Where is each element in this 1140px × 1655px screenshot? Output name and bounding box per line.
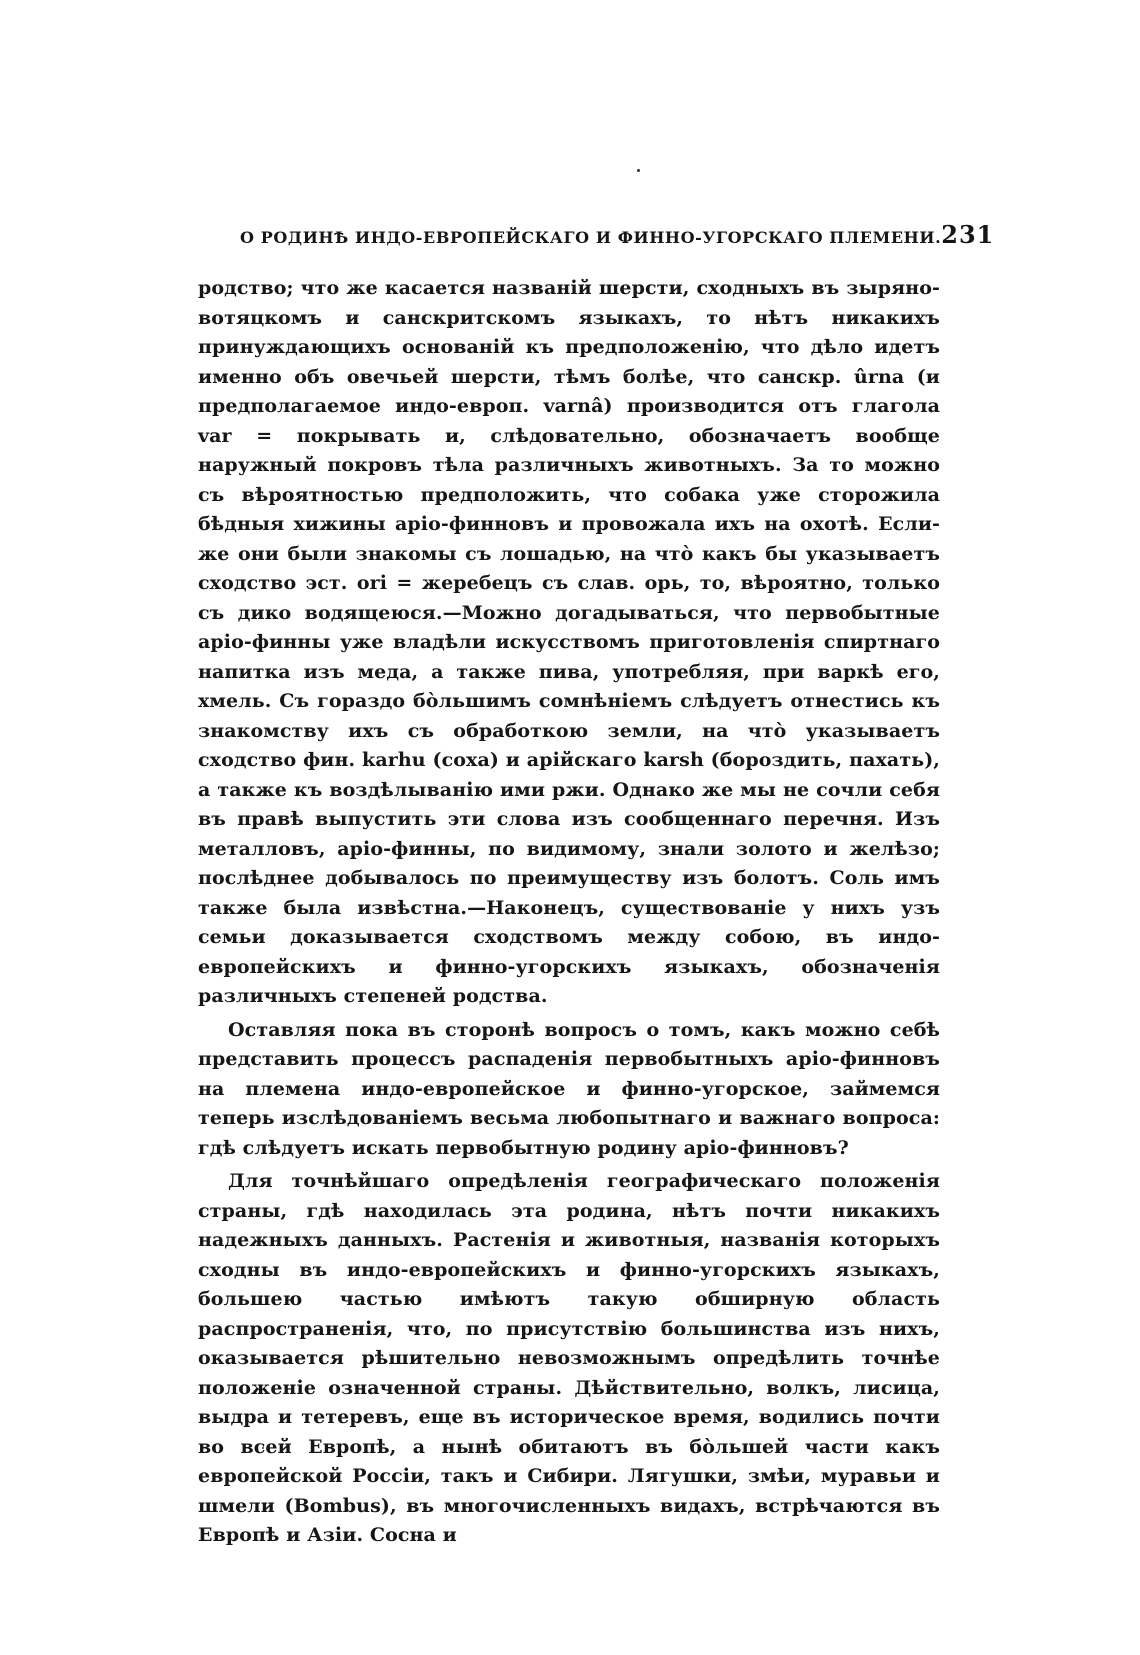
page-number: 231 [941, 220, 995, 249]
paragraph-geography: Для точнѣйшаго опредѣленія географическаго положенія страны, гдѣ находилась эта родина, нѣтъ почти никакихъ надежныхъ данныхъ. Растенія и животныя, названія которыхъ сходны въ индо-европейскихъ и финно-угорскихъ языкахъ, большею частью имѣютъ такую обширную область распространенія, что, по присутствію большинства изъ нихъ, оказывается рѣшительно невозможнымъ опредѣлить точнѣе положеніе означенной страны. Дѣйствительно, волкъ, лисица, выдра и тетеревъ, еще въ историческое время, водились почти во всей Европѣ, а нынѣ обитаютъ въ бо̀льшей части какъ европейской Россіи, такъ и Сибири. Лягушки, змѣи, муравьи и шмели (Bombus), въ многочисленныхъ видахъ, встрѣчаются въ Европѣ и Азіи. Сосна и [198, 1170, 940, 1546]
running-title: О РОДИНѢ ИНДО-ЕВРОПЕЙСКАГО И ФИННО-УГОРСКАГО ПЛЕМЕНИ. [240, 228, 942, 247]
running-head [240, 220, 995, 256]
paragraph-continuation: родство; что же касается названій шерсти, сходныхъ въ зыряно-вотяцкомъ и санскритскомъ языкахъ, то нѣтъ никакихъ принуждающихъ основаній къ предположенію, что дѣло идетъ именно объ овечьей шерсти, тѣмъ болѣе, что санскр. ûrna (и предполагаемое индо-европ. varnâ) производится отъ глагола var = покрывать и, слѣдовательно, обозначаетъ вообще наружный покровъ тѣла различныхъ животныхъ. За то можно съ вѣроятностью предположить, что собака уже сторожила бѣдныя хижины аріо-финновъ и провожала ихъ на охотѣ. Если-же они были знакомы съ лошадью, на что̀ какъ бы указываетъ сходство эст. ori = жеребецъ съ слав. орь, то, вѣроятно, только съ дико водящеюся.—Можно догадываться, что первобытные аріо-финны уже владѣли искусствомъ приготовленія спиртнаго напитка изъ меда, а также пива, употребляя, при варкѣ его, хмель. Съ гораздо бо̀льшимъ сомнѣніемъ слѣдуетъ отнестись къ знакомству ихъ съ обработкою земли, на что̀ указываетъ сходство фин. karhu (соха) и арійскаго karsh (бороздить, пахать), а также къ воздѣлыванію ими ржи. Однако же мы не сочли себя въ правѣ выпустить эти слова изъ сообщеннаго перечня. Изъ металловъ, аріо-финны, по видимому, знали золото и желѣзо; послѣднее добывалось по преимуществу изъ болотъ. Соль имъ также была извѣстна.—Наконецъ, существованіе у нихъ узъ семьи доказывается сходствомъ между собою, въ индо-европейскихъ и финно-угорскихъ языкахъ, обозначенія различныхъ степеней родства. [198, 277, 940, 1007]
print-speck [637, 169, 640, 172]
body-text [198, 274, 940, 1551]
paragraph-homeland-question: Оставляя пока въ сторонѣ вопросъ о томъ, какъ можно себѣ представить процессъ распаденія первобытныхъ аріо-финновъ на племена индо-европейское и финно-угорское, займемся теперь изслѣдованіемъ весьма любопытнаго и важнаго вопроса: гдѣ слѣдуетъ искать первобытную родину аріо-финновъ? [198, 1018, 940, 1159]
